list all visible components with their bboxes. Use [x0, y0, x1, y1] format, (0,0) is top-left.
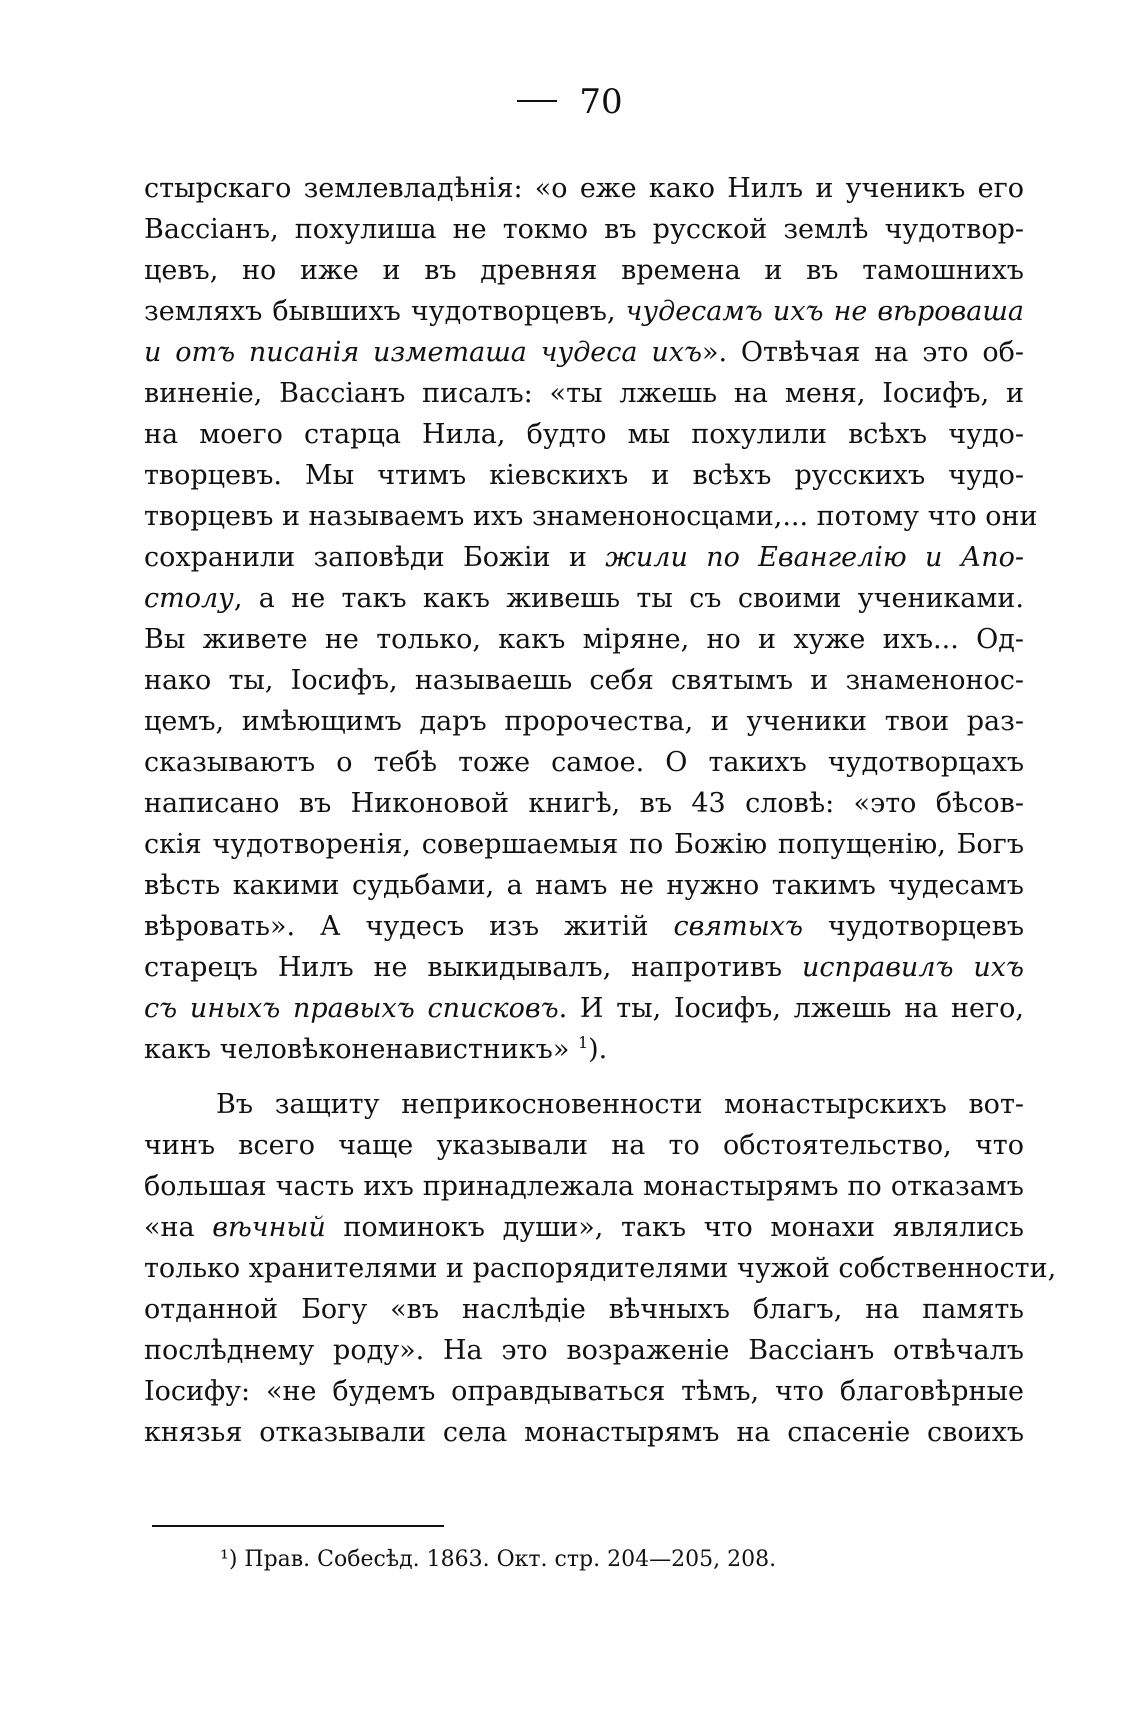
text-line: виненіе, Вассіанъ писалъ: «ты лжешь на меня, Іосифъ, и [144, 378, 1024, 409]
paragraph-1 [144, 168, 1038, 1070]
text-line: вѣровать». А чудесъ изъ житій святыхъ чудотворцевъ [144, 911, 1024, 942]
text-line: Вассіанъ, похулиша не токмо въ русской землѣ чудотвор- [144, 214, 1024, 245]
footnote-marker: ¹) [220, 1547, 238, 1572]
text-line: «на вѣчный поминокъ души», такъ что монахи являлись [144, 1212, 1024, 1243]
text-line: на моего старца Нила, будто мы похулили всѣхъ чудо- [144, 419, 1024, 450]
text-line: Въ защиту неприкосновенности монастырскихъ вот- [216, 1089, 1024, 1120]
text-line: и отъ писанія изметаша чудеса ихъ». Отвѣчая на это об- [144, 337, 1024, 368]
page-header [0, 82, 1140, 122]
text-line: послѣднему роду». На это возраженіе Вассіанъ отвѣчалъ [144, 1335, 1024, 1366]
text-line: князья отказывали села монастырямъ на спасеніе своихъ [144, 1417, 1024, 1448]
page-number: 70 [579, 82, 623, 122]
footnote-divider [152, 1525, 444, 1527]
paragraph-2 [144, 1084, 1057, 1453]
text-line: отданной Богу «въ наслѣдіе вѣчныхъ благъ, на память [144, 1294, 1024, 1325]
text-line: земляхъ бывшихъ чудотворцевъ, чудесамъ ихъ не вѣроваша [144, 296, 1024, 327]
text-line: нако ты, Іосифъ, называешь себя святымъ и знаменонос- [144, 665, 1024, 696]
text-line: столу, а не такъ какъ живешь ты съ своими учениками. [144, 583, 1024, 614]
text-line: съ иныхъ правыхъ списковъ. И ты, Іосифъ, лжешь на него, [144, 993, 1024, 1024]
text-line: только хранителями и распорядителями чужой собственности, [144, 1253, 1057, 1284]
text-line: сказываютъ о тебѣ тоже самое. О такихъ чудотворцахъ [144, 747, 1024, 778]
text-line: сохранили заповѣди Божіи и жили по Евангелію и Апо- [144, 542, 1024, 573]
text-line: вѣсть какими судьбами, а намъ не нужно такимъ чудесамъ [144, 870, 1024, 901]
text-line: цевъ, но иже и въ древняя времена и въ тамошнихъ [144, 255, 1024, 286]
text-line: написано въ Никоновой книгѣ, въ 43 словѣ: «это бѣсов- [144, 788, 1024, 819]
text-line: большая часть ихъ принадлежала монастырямъ по отказамъ [144, 1171, 1024, 1202]
text-line: Вы живете не только, какъ міряне, но и хуже ихъ... Од- [144, 624, 1024, 655]
text-line: творцевъ. Мы чтимъ кіевскихъ и всѣхъ русскихъ чудо- [144, 460, 1024, 491]
text-line: чинъ всего чаще указывали на то обстоятельство, что [144, 1130, 1024, 1161]
footnote [220, 1545, 776, 1575]
main-text [144, 168, 1057, 1453]
text-line: цемъ, имѣющимъ даръ пророчества, и ученики твои раз- [144, 706, 1024, 737]
text-line: Іосифу: «не будемъ оправдываться тѣмъ, что благовѣрные [144, 1376, 1024, 1407]
header-dash [517, 100, 557, 102]
text-line: старецъ Нилъ не выкидывалъ, напротивъ исправилъ ихъ [144, 952, 1024, 983]
footnote-reference: 1 [577, 1033, 589, 1052]
text-line: какъ человѣконенавистникъ» $^1$). [144, 1033, 608, 1065]
text-line: творцевъ и называемъ ихъ знаменоносцами,... потому что они [144, 501, 1038, 532]
text-line: скія чудотворенія, совершаемыя по Божію попущенію, Богъ [144, 829, 1024, 860]
footnote-text: Прав. Собесѣд. 1863. Окт. стр. 204—205, 208. [244, 1547, 777, 1572]
text-line: стырскаго землевладѣнія: «о еже како Нилъ и ученикъ его [144, 173, 1024, 204]
